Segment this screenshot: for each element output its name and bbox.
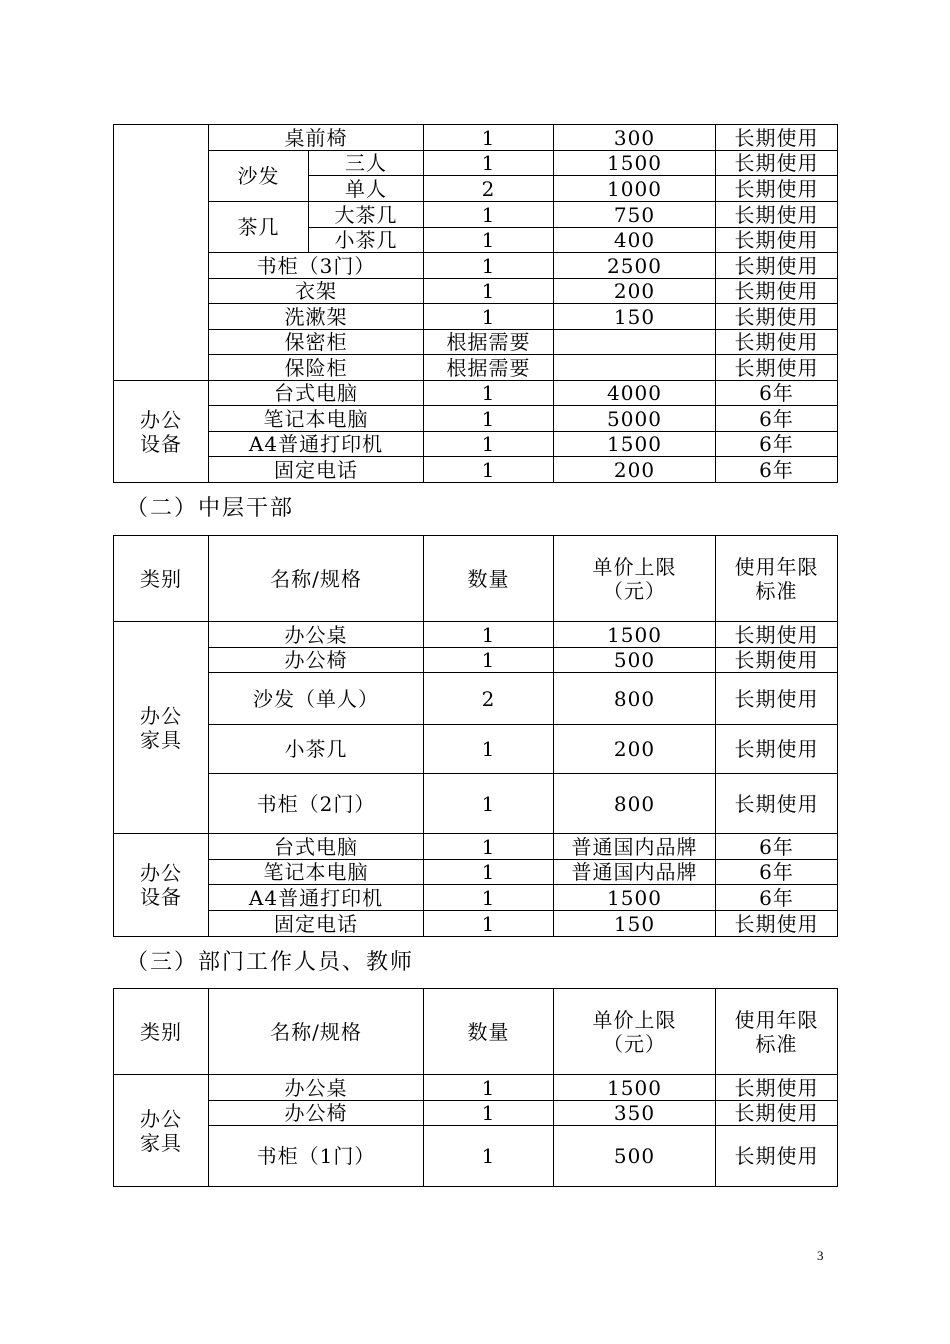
item-name: A4普通打印机	[209, 885, 424, 911]
table-header-row	[114, 536, 838, 622]
item-name: 书柜（1门）	[209, 1126, 424, 1187]
item-qty: 1	[424, 885, 554, 911]
table-row	[114, 834, 838, 860]
table-mid-level	[113, 535, 838, 937]
item-price: 350	[554, 1101, 716, 1126]
table-row	[114, 279, 838, 304]
item-price: 300	[554, 125, 716, 151]
item-qty: 1	[424, 1101, 554, 1126]
item-qty: 1	[424, 279, 554, 304]
item-life: 长期使用	[716, 330, 838, 355]
item-name: 固定电话	[209, 911, 424, 937]
category-cell	[114, 125, 209, 381]
item-price: 2500	[554, 253, 716, 279]
item-life: 长期使用	[716, 125, 838, 151]
item-qty: 1	[424, 725, 554, 774]
item-life: 6年	[716, 432, 838, 457]
header-life: 使用年限标准	[716, 536, 838, 622]
item-life: 长期使用	[716, 622, 838, 648]
item-life: 长期使用	[716, 1075, 838, 1101]
item-price: 500	[554, 1126, 716, 1187]
item-price: 800	[554, 774, 716, 834]
table-row	[114, 432, 838, 457]
table-row	[114, 304, 838, 330]
item-name: 办公桌	[209, 622, 424, 648]
item-qty: 1	[424, 406, 554, 432]
item-price: 1500	[554, 622, 716, 648]
item-price: 普通国内品牌	[554, 834, 716, 860]
item-price: 1500	[554, 1075, 716, 1101]
item-life: 6年	[716, 834, 838, 860]
category-cell: 办公家具	[114, 622, 209, 834]
item-qty: 2	[424, 176, 554, 202]
page-number: 3	[817, 1248, 824, 1263]
table-row	[114, 774, 838, 834]
item-life: 长期使用	[716, 725, 838, 774]
table-row	[114, 151, 838, 176]
item-qty: 1	[424, 860, 554, 885]
item-price	[554, 355, 716, 381]
item-subname: 三人	[309, 151, 424, 176]
item-price: 5000	[554, 406, 716, 432]
table-row	[114, 355, 838, 381]
item-name: 桌前椅	[209, 125, 424, 151]
item-name: 笔记本电脑	[209, 406, 424, 432]
item-name: 书柜（3门）	[209, 253, 424, 279]
item-name: 小茶几	[209, 725, 424, 774]
table-row	[114, 330, 838, 355]
table-row	[114, 885, 838, 911]
header-qty: 数量	[424, 989, 554, 1075]
item-group: 沙发	[209, 151, 309, 202]
section-heading: （二）中层干部	[126, 496, 295, 521]
table-row	[114, 673, 838, 725]
item-qty: 1	[424, 1126, 554, 1187]
table-row	[114, 648, 838, 673]
table-staff-teachers	[113, 988, 838, 1187]
item-name: 沙发（单人）	[209, 673, 424, 725]
item-life: 长期使用	[716, 279, 838, 304]
item-price: 150	[554, 911, 716, 937]
item-price: 500	[554, 648, 716, 673]
item-subname: 单人	[309, 176, 424, 202]
item-qty: 1	[424, 911, 554, 937]
item-price: 200	[554, 279, 716, 304]
item-life: 6年	[716, 381, 838, 406]
table-row	[114, 860, 838, 885]
item-qty: 1	[424, 202, 554, 228]
category-cell: 办公设备	[114, 381, 209, 483]
table-row	[114, 406, 838, 432]
item-qty: 根据需要	[424, 330, 554, 355]
table-row	[114, 125, 838, 151]
item-life: 6年	[716, 457, 838, 483]
table-row	[114, 381, 838, 406]
table-row	[114, 457, 838, 483]
item-name: 固定电话	[209, 457, 424, 483]
item-name: A4普通打印机	[209, 432, 424, 457]
item-name: 办公桌	[209, 1075, 424, 1101]
header-category: 类别	[114, 989, 209, 1075]
item-life: 长期使用	[716, 202, 838, 228]
item-name: 保密柜	[209, 330, 424, 355]
item-price: 1500	[554, 432, 716, 457]
header-qty: 数量	[424, 536, 554, 622]
item-qty: 1	[424, 457, 554, 483]
item-price: 4000	[554, 381, 716, 406]
item-qty: 1	[424, 151, 554, 176]
item-qty: 1	[424, 304, 554, 330]
header-price: 单价上限（元）	[554, 536, 716, 622]
item-price: 750	[554, 202, 716, 228]
header-name: 名称/规格	[209, 989, 424, 1075]
item-qty: 根据需要	[424, 355, 554, 381]
table-leader-equipment	[113, 124, 838, 483]
item-life: 长期使用	[716, 1101, 838, 1126]
item-name: 台式电脑	[209, 381, 424, 406]
item-price: 200	[554, 457, 716, 483]
item-qty: 1	[424, 622, 554, 648]
item-qty: 1	[424, 381, 554, 406]
table-row	[114, 911, 838, 937]
item-price: 普通国内品牌	[554, 860, 716, 885]
item-name: 办公椅	[209, 1101, 424, 1126]
item-qty: 2	[424, 673, 554, 725]
table-row	[114, 253, 838, 279]
item-name: 保险柜	[209, 355, 424, 381]
category-cell: 办公家具	[114, 1075, 209, 1187]
table-row	[114, 202, 838, 228]
item-price: 400	[554, 228, 716, 253]
item-name: 笔记本电脑	[209, 860, 424, 885]
item-qty: 1	[424, 228, 554, 253]
item-life: 长期使用	[716, 911, 838, 937]
item-life: 长期使用	[716, 355, 838, 381]
item-qty: 1	[424, 432, 554, 457]
header-life: 使用年限标准	[716, 989, 838, 1075]
item-subname: 大茶几	[309, 202, 424, 228]
header-price: 单价上限（元）	[554, 989, 716, 1075]
item-name: 书柜（2门）	[209, 774, 424, 834]
category-cell: 办公设备	[114, 834, 209, 937]
item-life: 长期使用	[716, 228, 838, 253]
item-life: 6年	[716, 406, 838, 432]
item-life: 长期使用	[716, 673, 838, 725]
item-name: 台式电脑	[209, 834, 424, 860]
item-price: 1500	[554, 151, 716, 176]
item-price: 200	[554, 725, 716, 774]
item-name: 衣架	[209, 279, 424, 304]
table-row	[114, 1075, 838, 1101]
table-header-row	[114, 989, 838, 1075]
item-qty: 1	[424, 774, 554, 834]
table-row	[114, 1126, 838, 1187]
header-category: 类别	[114, 536, 209, 622]
item-name: 办公椅	[209, 648, 424, 673]
item-group: 茶几	[209, 202, 309, 253]
item-qty: 1	[424, 1075, 554, 1101]
item-life: 6年	[716, 885, 838, 911]
item-price: 1500	[554, 885, 716, 911]
item-qty: 1	[424, 834, 554, 860]
item-name: 洗漱架	[209, 304, 424, 330]
item-qty: 1	[424, 648, 554, 673]
item-life: 长期使用	[716, 253, 838, 279]
item-life: 长期使用	[716, 304, 838, 330]
table-row	[114, 622, 838, 648]
header-name: 名称/规格	[209, 536, 424, 622]
item-price: 150	[554, 304, 716, 330]
table-row	[114, 725, 838, 774]
item-life: 长期使用	[716, 1126, 838, 1187]
item-subname: 小茶几	[309, 228, 424, 253]
item-price	[554, 330, 716, 355]
item-price: 1000	[554, 176, 716, 202]
section-heading: （三）部门工作人员、教师	[126, 950, 415, 975]
item-qty: 1	[424, 125, 554, 151]
item-life: 长期使用	[716, 774, 838, 834]
item-life: 6年	[716, 860, 838, 885]
item-price: 800	[554, 673, 716, 725]
item-life: 长期使用	[716, 176, 838, 202]
table-row	[114, 1101, 838, 1126]
item-qty: 1	[424, 253, 554, 279]
item-life: 长期使用	[716, 151, 838, 176]
item-life: 长期使用	[716, 648, 838, 673]
